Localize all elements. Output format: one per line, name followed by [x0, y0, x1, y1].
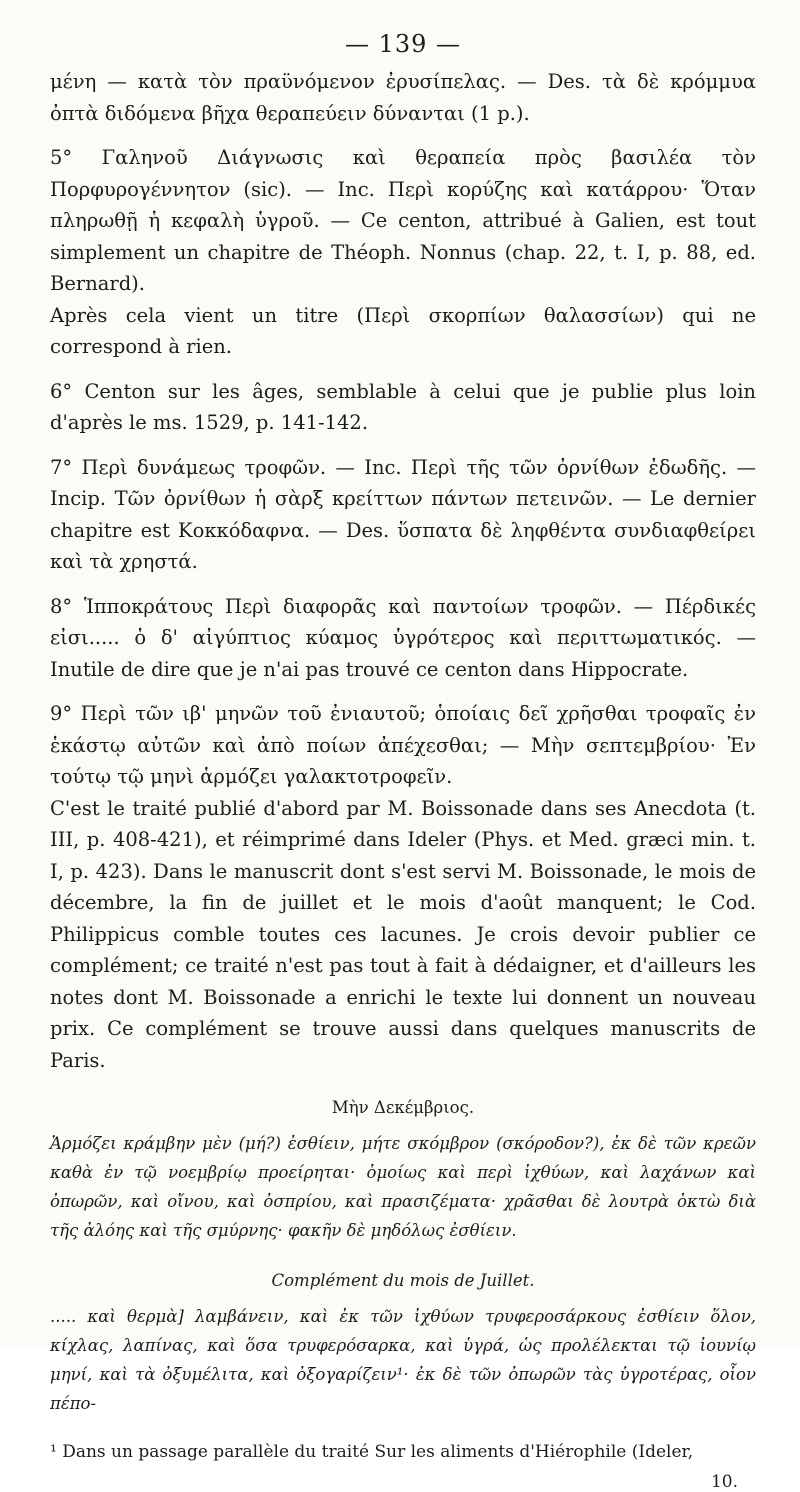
paragraph-continuation: μένη — κατὰ τὸν πραϋνόμενον ἐρυσίπελας. — Des. τὰ δὲ κρόμμυα ὀπτὰ διδόμενα βῆχα θεραπεύειν δύνανται (1 p.). — [50, 70, 756, 125]
section-heading-july: Complément du mois de Juillet. — [271, 1271, 535, 1290]
december-text: Ἁρμόζει κράμβην μὲν (μή?) ἐσθίειν, μήτε σκόμβρον (σκόροδον?), ἐκ δὲ τῶν κρεῶν καθὰ ἐν τῷ νοεμβρίῳ προείρηται· ὁμοίως καὶ περὶ ἰχθύων, καὶ λαχάνων καὶ ὀπωρῶν, καὶ οἴνου, καὶ ὀσπρίου, καὶ πρασιζέματα· χρᾶσθαι δὲ λουτρὰ ὀκτὼ διὰ τῆς ἀλόης καὶ τῆς σμύρνης· φακῆν δὲ μηδόλως ἐσθίειν. — [50, 1134, 756, 1240]
paragraph-item-9: 9° Περὶ τῶν ιβ' μηνῶν τοῦ ἐνιαυτοῦ; ὁποίαις δεῖ χρῆσθαι τροφαῖς ἐν ἑκάστῳ αὐτῶν καὶ ἀπὸ ποίων ἀπέχεσθαι; — Μὴν σεπτεμβρίου· Ἐν τούτῳ τῷ μηνὶ ἁρμόζει γαλακτοτροφεῖν. — [50, 702, 756, 788]
footnote: ¹ Dans un passage parallèle du traité Sur les aliments d'Hiérophile (Ideler, — [50, 1442, 694, 1462]
paragraph-item-5: 5° Γαληνοῦ Διάγνωσις καὶ θεραπεία πρὸς βασιλέα τὸν Πορφυρογέννητον (sic). — Inc. Περὶ κορύζης καὶ κατάρρου· Ὅταν πληρωθῇ ἡ κεφαλὴ ὑγροῦ. — Ce centon, attribué à Galien, est tout simplement un chapitre de Théoph. Nonnus (chap. 22, t. I, p. 88, ed. Bernard). — [50, 146, 756, 295]
paragraph-item-6: 6° Centon sur les âges, semblable à celui que je publie plus loin d'après le ms. 1529, p. 141-142. — [50, 379, 756, 434]
signature-mark: 10. — [710, 1472, 738, 1492]
paragraph-item-7: 7° Περὶ δυνάμεως τροφῶν. — Inc. Περὶ τῆς τῶν ὀρνίθων ἐδωδῆς. — Incip. Τῶν ὀρνίθων ἡ σὰρξ κρείττων πάντων πετεινῶν. — Le dernier chapitre est Κοκκόδαφνα. — Des. ὕσπατα δὲ ληφθέντα συνδιαφθείρει καὶ τὰ χρηστά. — [50, 455, 756, 573]
paragraph-item-8: 8° Ἱπποκράτους Περὶ διαφορᾶς καὶ παντοίων τροφῶν. — Πέρδικές εἰσι..... ὁ δ' αἰγύπτιος κύαμος ὑγρότερος καὶ περιττωματικός. — Inutile de dire que je n'ai pas trouvé ce centon dans Hippocrate. — [50, 594, 756, 681]
paragraph-boissonade: C'est le traité publié d'abord par M. Boissonade dans ses Anecdota (t. III, p. 408-421), et réimprimé dans Ideler (Phys. et Med. græci min. t. I, p. 423). Dans le manuscrit dont s'est servi M. Boissonade, le mois de décembre, la fin de juillet et le mois d'août manquent; le Cod. Philippicus comble toutes ces lacunes. Je crois devoir publier ce complément; ce traité n'est pas tout à fait à dédaigner, et d'ailleurs les notes dont M. Boissonade a enrichi le texte lui donnent un nouveau prix. Ce complément se trouve aussi dans quelques manuscrits de Paris. — [50, 796, 756, 1072]
july-text: ..... καὶ θερμὰ] λαμβάνειν, καὶ ἐκ τῶν ἰχθύων τρυφεροσάρκους ἐσθίειν ὅλον, κίχλας, λαπίνας, καὶ ὅσα τρυφερόσαρκα, καὶ ὑγρά, ὡς προλέλεκται τῷ ἰουνίῳ μηνί, καὶ τὰ ὀξυμέλιτα, καὶ ὀξογαρίζειν¹· ἐκ δὲ τῶν ὀπωρῶν τὰς ὑγροτέρας, οἷον πέπο- — [50, 1307, 756, 1413]
section-heading-december: Μὴν Δεκέμβριος. — [331, 1098, 475, 1117]
page-number: — 139 — — [344, 30, 462, 58]
paragraph-item-5-note: Après cela vient un titre (Περὶ σκορπίων θαλασσίων) qui ne correspond à rien. — [50, 303, 756, 358]
